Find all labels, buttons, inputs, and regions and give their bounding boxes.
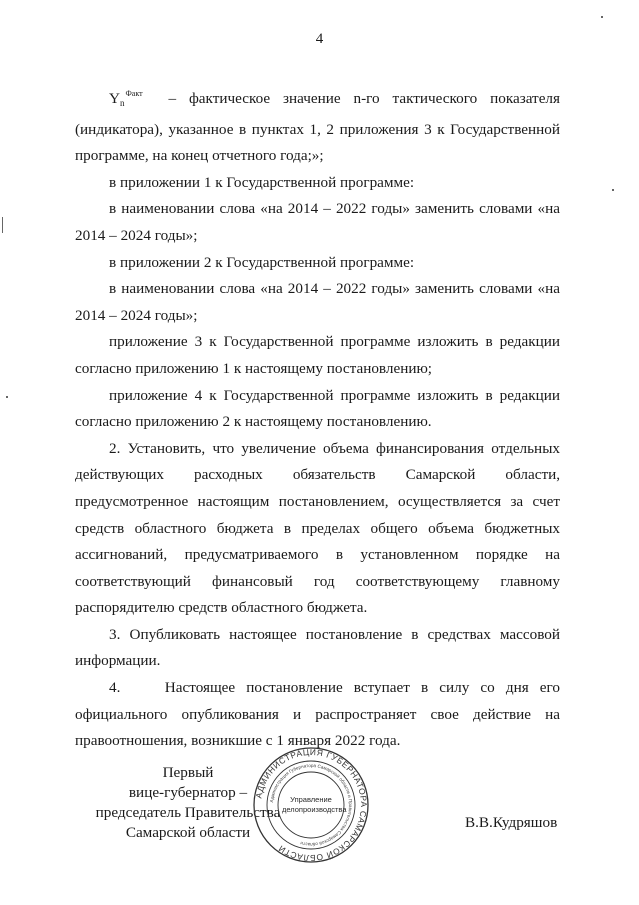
scan-speck <box>601 16 603 18</box>
paragraph: в наименовании слова «на 2014 – 2022 годы» заменить словами «на 2014 – 2024 годы»; <box>75 280 560 324</box>
paragraph: приложение 4 к Государственной программе изложить в редакции согласно приложению 2 к настоящему постановлению. <box>75 386 560 431</box>
paragraph-effective: 4. Настоящее постановление вступает в силу со дня его официального опубликования и распространяет свое действие на правоотношения, возникшие с 1 января 2022 года. <box>75 679 564 750</box>
paragraph: в приложении 1 к Государственной программе: <box>109 173 415 191</box>
scan-speck <box>6 396 8 398</box>
document-body <box>75 81 564 755</box>
seal-inner-ring-text: Администрация Губернатора Самарской области и Правительства Самарской области <box>269 762 354 848</box>
paragraph-definition <box>75 81 560 170</box>
paragraph: в приложении 2 к Государственной программе: <box>109 253 415 271</box>
paragraph-financing: 2. Установить, что увеличение объема финансирования отдельных действующих расходных обязательств Самарской области, предусмотренное настоящим постановлением, осуществляется за счет средств областного бюджета в пределах общего объема бюджетных ассигнований, предусматриваемого в установленном порядке на соответствующий финансовый год соответствующему главному распорядителю средств областного бюджета. <box>75 439 560 617</box>
indicator-symbol: $Y_n^{Факт}$ <box>109 89 143 108</box>
scan-speck <box>2 217 3 233</box>
paragraph: приложение 3 к Государственной программе изложить в редакции согласно приложению 1 к настоящему постановлению; <box>75 333 560 377</box>
scan-speck <box>612 189 614 191</box>
signatory-name: В.В.Кудряшов <box>465 814 558 831</box>
paragraph-publish: 3. Опубликовать настоящее постановление в средствах массовой информации. <box>75 625 560 670</box>
seal-center: Управление делопроизводства <box>282 795 347 814</box>
paragraph: в наименовании слова «на 2014 – 2022 годы» заменить словами «на 2014 – 2024 годы»; <box>75 200 560 244</box>
paragraph-text: – фактическое значение n-го тактического показателя (индикатора), указанное в пунктах 1, 2 приложения 3 к Государственной программе, на конец отчетного года;»; <box>75 90 560 165</box>
signatory-title: Первый вице-губернатор – председатель Правительства Самарской области <box>95 764 281 841</box>
page-number: 4 <box>315 31 324 47</box>
seal-ring-text: АДМИНИСТРАЦИЯ ГУБЕРНАТОРА САМАРСКОЙ ОБЛАСТИ <box>253 746 370 864</box>
